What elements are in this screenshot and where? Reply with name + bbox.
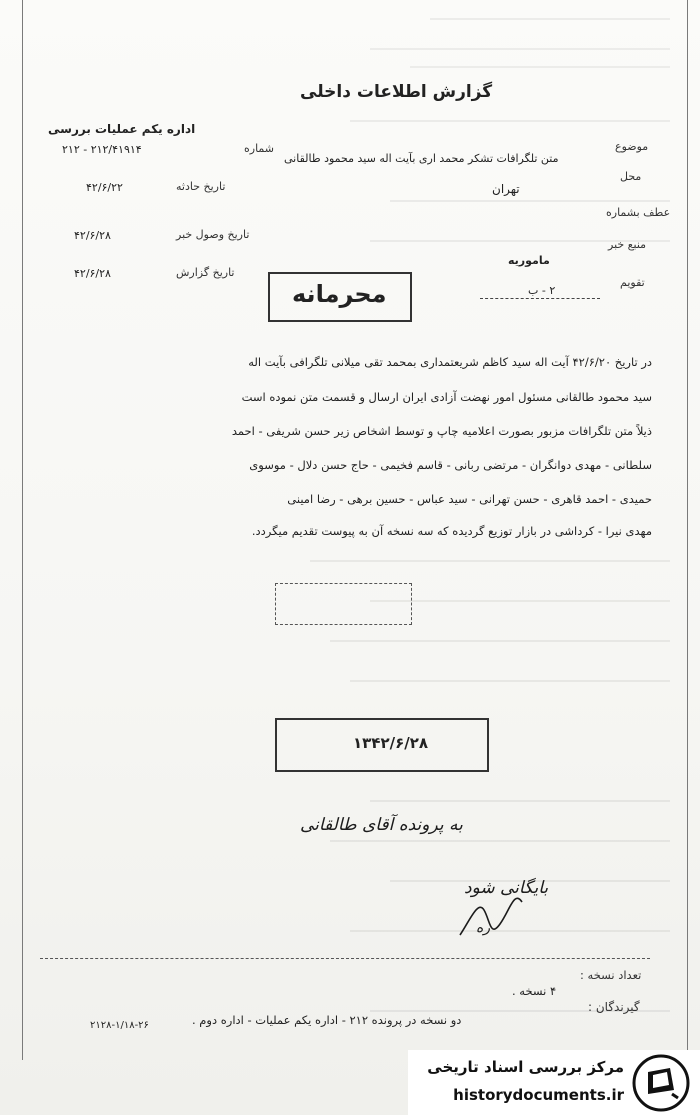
assessment-rule bbox=[480, 298, 600, 299]
handwritten-note: بایگانی شود bbox=[464, 878, 549, 898]
date-stamp bbox=[275, 718, 489, 772]
handwritten-note: به پرونده آقای طالقانی bbox=[300, 815, 463, 835]
source-value: ماموریه bbox=[508, 254, 550, 267]
assessment-value: ۲ - ب bbox=[528, 284, 556, 297]
event-date-value: ۴۲/۶/۲۲ bbox=[86, 181, 123, 194]
event-date-label: تاریخ حادثه bbox=[176, 180, 226, 193]
watermark-logo bbox=[408, 1050, 700, 1115]
receipt-date-label: تاریخ وصول خبر bbox=[176, 228, 250, 241]
copies-value: ۴ نسخه . bbox=[512, 984, 557, 998]
classification-text: محرمانه bbox=[292, 280, 387, 308]
report-date-label: تاریخ گزارش bbox=[176, 266, 235, 279]
number-label: شماره bbox=[244, 142, 275, 155]
location-label: محل bbox=[620, 170, 642, 183]
report-date-value: ۴۲/۶/۲۸ bbox=[74, 267, 111, 280]
report-title: گزارش اطلاعات داخلی bbox=[300, 82, 493, 102]
copies-label: تعداد نسخه : bbox=[580, 968, 642, 982]
assessment-label: تقویم bbox=[620, 276, 645, 289]
subject-label: موضوع bbox=[615, 140, 649, 153]
recipients-label: گیرندگان : bbox=[588, 1000, 640, 1014]
reference-label: عطف بشماره bbox=[606, 206, 671, 219]
body-line: حمیدی - احمد قاهری - حسن تهرانی - سید عباس - حسین برهی - رضا امینی bbox=[287, 492, 652, 506]
number-value: ۲۱۲/۴۱۹۱۴ - ۲۱۲ bbox=[62, 143, 142, 156]
blank-stamp bbox=[275, 583, 412, 625]
receipt-date-value: ۴۲/۶/۲۸ bbox=[74, 229, 111, 242]
subject-value: متن تلگرافات تشکر محمد اری بآیت اله سید محمود طالقانی bbox=[284, 152, 559, 165]
office-name: اداره یکم عملیات بررسی bbox=[48, 122, 196, 136]
date-stamp-value: ۱۳۴۲/۶/۲۸ bbox=[353, 734, 429, 752]
archive-emblem-icon bbox=[632, 1054, 690, 1112]
location-value: تهران bbox=[492, 182, 520, 196]
document-code: ۲۱۲۸-۱/۱۸-۲۶ bbox=[90, 1020, 149, 1031]
body-line: در تاریخ ۴۲/۶/۲۰ آیت اله سید کاظم شریعتمداری بمحمد تقی میلانی تلگرافی بآیت اله bbox=[248, 355, 652, 369]
handwritten-note: ره bbox=[476, 920, 491, 936]
body-line: سلطانی - مهدی دوانگران - مرتضی ربانی - قاسم فخیمی - حاج حسن دلال - موسوی bbox=[249, 458, 652, 472]
body-line: مهدی نیرا - کرداشی در بازار توزیع گردیده که سه نسخه آن به پیوست تقدیم میگردد. bbox=[251, 524, 652, 538]
watermark-name: مرکز بررسی اسناد تاریخی bbox=[427, 1058, 624, 1076]
body-line: ذیلاً متن تلگرافات مزبور بصورت اعلامیه چاپ و توسط اشخاص زیر حسن شریفی - احمد bbox=[231, 424, 652, 438]
source-label: منبع خبر bbox=[608, 238, 647, 251]
classification-stamp bbox=[268, 272, 412, 322]
signature-scribble bbox=[450, 880, 530, 950]
recipients-value: دو نسخه در پرونده ۲۱۲ - اداره یکم عملیات - اداره دوم . bbox=[192, 1013, 462, 1027]
watermark-url: historydocuments.ir bbox=[453, 1086, 624, 1104]
footer-divider bbox=[40, 958, 650, 959]
body-line: سید محمود طالقانی مسئول امور نهضت آزادی ایران ارسال و قسمت متن نموده است bbox=[241, 390, 652, 404]
